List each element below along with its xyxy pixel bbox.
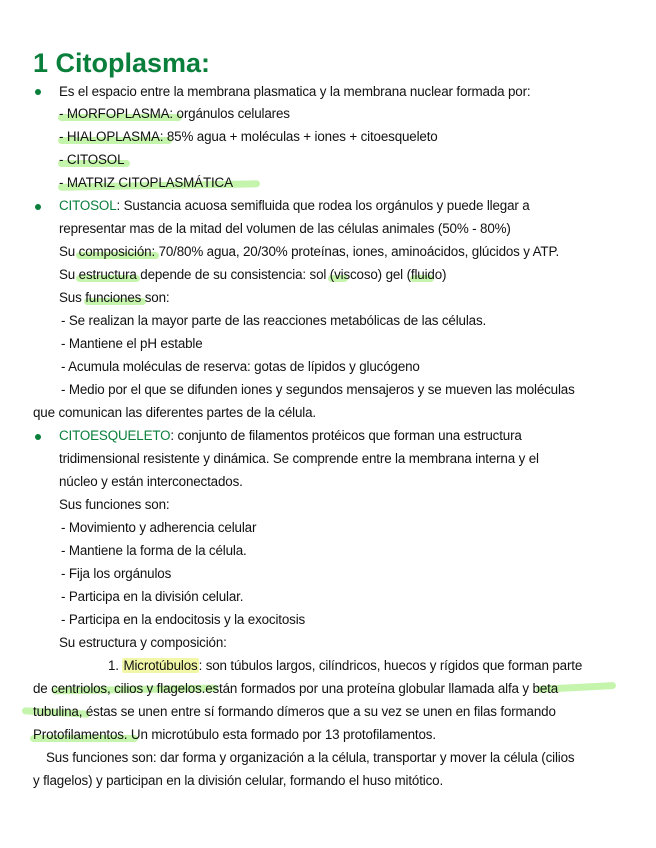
list-item-matriz <box>59 174 233 192</box>
list-item: - Se realizan la mayor parte de las reacciones metabólicas de las células. <box>61 313 487 328</box>
list-item: - Fija los orgánulos <box>61 566 172 581</box>
bullet-dot <box>35 204 41 210</box>
term-text: 85% agua + moléculas + iones + citoesqueleto <box>163 129 438 144</box>
keyword-centriolos: centriolos, cilios y flagelos <box>51 681 202 696</box>
text-fragment: (fluido) <box>403 267 447 282</box>
term-label: - HIALOPLASMA: <box>59 129 164 144</box>
definition-text: : conjunto de filamentos protéicos que forman una estructura <box>170 428 522 443</box>
keyword-funciones: funciones <box>85 290 142 305</box>
list-item: - Movimiento y adherencia celular <box>61 520 257 535</box>
text-fragment: de <box>33 681 52 696</box>
citosol-composition <box>59 243 559 261</box>
term-label: - MATRIZ CITOPLASMÁTICA <box>59 175 233 190</box>
list-item: - Medio por el que se difunden iones y segundos mensajeros y se mueven las moléculas <box>61 382 575 397</box>
microtubulos-line-4 <box>33 726 436 744</box>
text-fragment: Sus <box>59 290 86 305</box>
bullet1-intro: Es el espacio entre la membrana plasmatica y la membrana nuclear formada por: <box>59 84 531 99</box>
list-item-hialoplasma <box>59 128 438 146</box>
text-fragment: : son túbulos largos, cilíndricos, huecos y rígidos que forman parte <box>198 658 583 673</box>
keyword-gel: gel <box>385 267 403 282</box>
text-fragment: (viscoso) <box>326 267 386 282</box>
microtubulos-line-3 <box>33 703 556 721</box>
bullet-dot <box>35 89 41 95</box>
text-fragment: depende de su consistencia: <box>136 267 310 282</box>
citoesqueleto-definition <box>59 427 522 445</box>
list-number: 1. <box>108 658 123 673</box>
keyword-composicion: composición <box>78 244 152 259</box>
structure-header: Su estructura y composición: <box>59 635 227 650</box>
microtubulos-functions-cont: y flagelos) y participan en la división celular, formando el huso mitótico. <box>33 773 444 788</box>
term-citosol: CITOSOL <box>59 198 117 213</box>
microtubulos-functions: Sus funciones son: dar forma y organización a la célula, transportar y mover la célula (cilios <box>46 750 575 765</box>
list-item-morfoplasma <box>59 105 290 123</box>
bullet-dot <box>35 434 41 440</box>
citosol-functions-header <box>59 289 169 307</box>
citoesqueleto-definition-cont: núcleo y están interconectados. <box>59 474 243 489</box>
text-fragment: .están formados por una proteína globular llamada <box>201 681 498 696</box>
citoesqueleto-functions-header: Sus funciones son: <box>59 497 170 512</box>
keyword-protofilamentos: Protofilamentos. <box>33 727 128 742</box>
term-text: orgánulos celulares <box>172 106 290 121</box>
text-fragment: : 70/80% agua, 20/30% proteínas, iones, aminoácidos, glúcidos y ATP. <box>151 244 560 259</box>
definition-text: : Sustancia acuosa semifluida que rodea los orgánulos y puede llegar a <box>116 198 530 213</box>
list-item: - Participa en la endocitosis y la exocitosis <box>61 612 306 627</box>
keyword-microtubulos: Microtúbulos <box>123 658 198 673</box>
citoesqueleto-definition-cont: tridimensional resistente y dinámica. Se comprende entre la membrana interna y el <box>59 451 539 466</box>
microtubulos-line-1 <box>108 657 582 675</box>
keyword-estructura: estructura <box>78 267 137 282</box>
keyword-sol: sol <box>309 267 327 282</box>
term-label: - MORFOPLASMA: <box>59 106 173 121</box>
text-fragment: Su <box>59 244 79 259</box>
keyword-tubulina: tubulina, <box>33 704 83 719</box>
text-fragment: son: <box>141 290 170 305</box>
document-title: 1 Citoplasma: <box>33 48 211 78</box>
list-item: - Mantiene la forma de la célula. <box>61 543 247 558</box>
keyword-alfa-beta: alfa y beta <box>497 681 558 696</box>
text-fragment: éstas se unen entre sí formando dímeros que a su vez se unen en filas formando <box>82 704 556 719</box>
citosol-definition-cont: representar mas de la mitad del volumen de las células animales (50% - 80%) <box>59 221 511 236</box>
term-citoesqueleto: CITOESQUELETO <box>59 428 171 443</box>
term-label: - CITOSOL <box>59 152 125 167</box>
citosol-definition <box>59 197 530 215</box>
list-item: - Acumula moléculas de reserva: gotas de lípidos y glucógeno <box>61 359 420 374</box>
text-fragment: Su <box>59 267 79 282</box>
citosol-structure <box>59 266 446 284</box>
text-fragment: Un microtúbulo esta formado por 13 protofilamentos. <box>127 727 436 742</box>
list-item: - Participa en la división celular. <box>61 589 244 604</box>
list-item-citosol <box>59 151 124 169</box>
list-item: - Mantiene el pH estable <box>61 336 203 351</box>
list-item-cont: que comunican las diferentes partes de la célula. <box>33 405 316 420</box>
microtubulos-line-2 <box>33 680 558 698</box>
